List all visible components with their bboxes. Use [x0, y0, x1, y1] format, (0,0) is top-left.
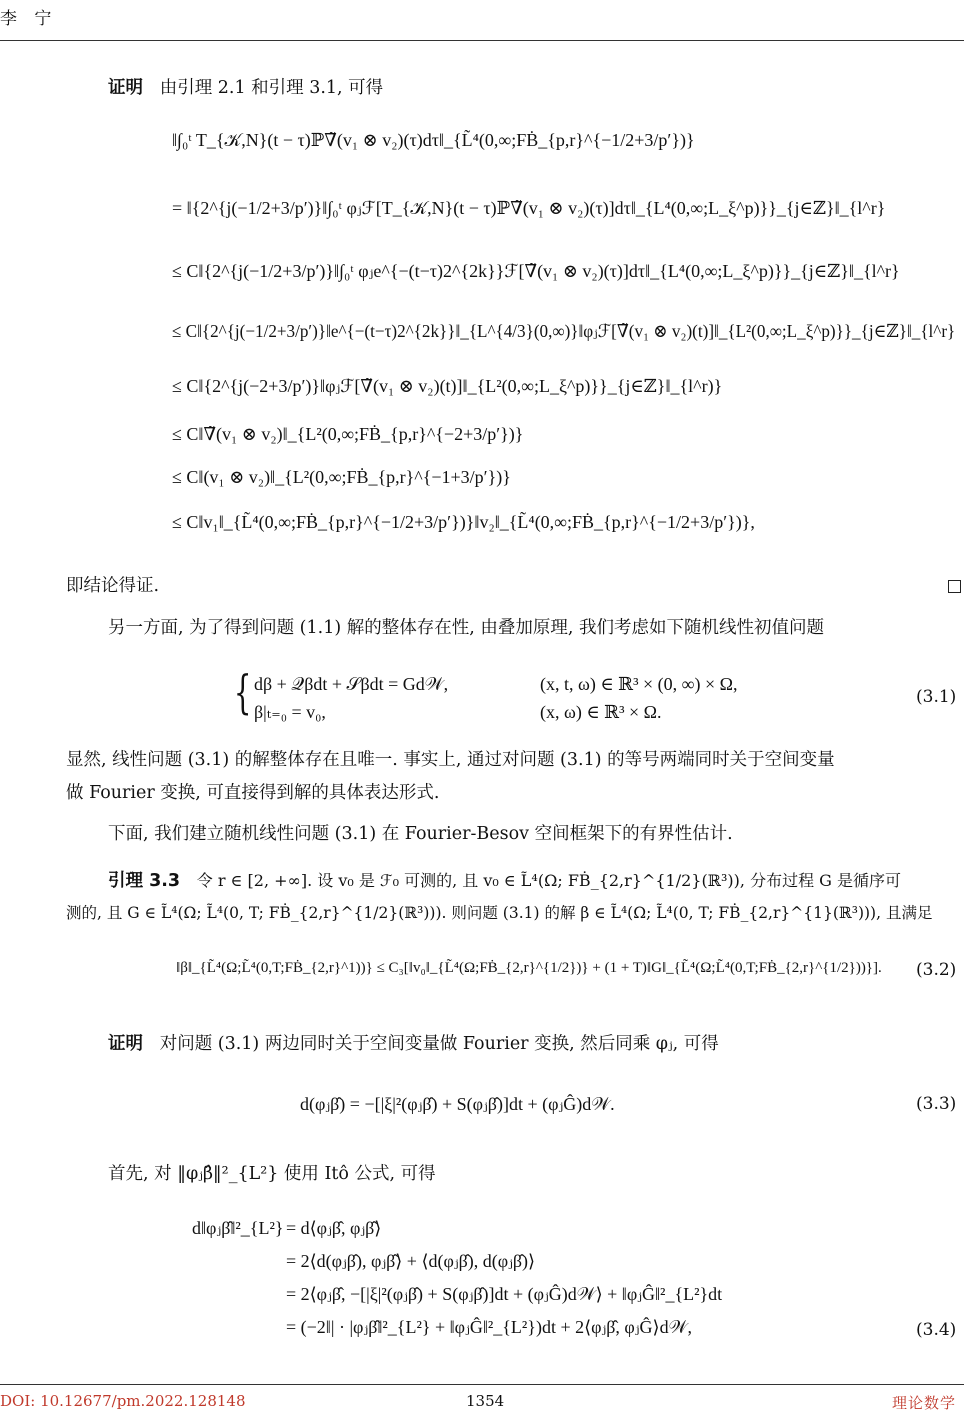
proof-eq-line-2: = ‖{2^{j(−1/2+3/p′)}‖∫₀ᵗ φⱼℱ[T_{𝒦,N}(t − τ)ℙ∇̃(v₁ ⊗ v₂)(τ)]dτ‖_{L⁴(0,∞;L_ξ^p)}}_{j∈ℤ}‖_{l^r} — [172, 198, 886, 218]
footer-journal-link[interactable]: 理论数学 — [892, 1394, 957, 1412]
proof-2-intro — [108, 1028, 719, 1061]
proof-eq-line-4: ≤ C‖{2^{j(−1/2+3/p′)}‖e^{−(t−τ)2^{2k}}‖_{L^{4/3}(0,∞)}‖φⱼℱ[∇̃(v₁ ⊗ v₂)(t)]‖_{L²(0,∞;L_ξ^p)}}_{j∈ℤ}‖_{l^r} — [172, 321, 956, 341]
equation-number-3-3: (3.3) — [916, 1094, 957, 1114]
footer-doi-link[interactable]: DOI: 10.12677/pm.2022.128148 — [0, 1392, 246, 1410]
paragraph-uniqueness-line-2: 做 Fourier 变换, 可直接得到解的具体表达形式. — [66, 783, 440, 803]
paragraph-ito: 首先, 对 ‖φⱼβ̂‖²_{L²} 使用 Itô 公式, 可得 — [108, 1164, 436, 1184]
lemma-3-3-line-2: 测的, 且 G ∈ L̃⁴(Ω; L̃⁴(0, T; FḂ_{2,r}^{1/2}(ℝ³))). 则问题 (3.1) 的解 β ∈ L̃⁴(Ω; L̃⁴(0, T; FḂ_{2,r}^{1}(ℝ³))), 且满足 — [66, 904, 933, 922]
eq34-line-1: = d⟨φⱼβ̂, φⱼβ̂⟩ — [286, 1218, 382, 1238]
proof-intro-text: 由引理 2.1 和引理 3.1, 可得 — [159, 78, 384, 98]
lemma-3-3-line-1 — [108, 864, 901, 898]
eq33-formula: d(φⱼβ̂) = −[|ξ|²(φⱼβ̂) + S(φⱼβ̂)]dt + (φⱼĜ)d𝒲. — [300, 1094, 615, 1114]
running-header-author: 李 宁 — [0, 9, 58, 29]
proof-eq-line-6: ≤ C‖∇̃(v₁ ⊗ v₂)‖_{L²(0,∞;FḂ_{p,r}^{−2+3/p′})} — [172, 424, 524, 444]
proof-conclusion: 即结论得证. — [66, 576, 160, 596]
paragraph-superposition: 另一方面, 为了得到问题 (1.1) 解的整体存在性, 由叠加原理, 我们考虑如下随机线性初值问题 — [108, 618, 824, 638]
proof-2-label: 证明 — [108, 1034, 143, 1054]
left-brace: { — [233, 665, 252, 719]
equation-number-3-4: (3.4) — [916, 1320, 957, 1340]
qed-box — [948, 580, 961, 593]
footer-rule — [0, 1384, 964, 1385]
proof-eq-line-8: ≤ C‖v₁‖_{L̃⁴(0,∞;FḂ_{p,r}^{−1/2+3/p′})}‖v₂‖_{L̃⁴(0,∞;FḂ_{p,r}^{−1/2+3/p′})}, — [172, 512, 755, 532]
proof-eq-line-5: ≤ C‖{2^{j(−2+3/p′)}‖φⱼℱ[∇̃(v₁ ⊗ v₂)(t)]‖_{L²(0,∞;L_ξ^p)}}_{j∈ℤ}‖_{l^r)} — [172, 376, 723, 396]
proof-eq-line-1: ‖∫₀ᵗ T_{𝒦,N}(t − τ)ℙ∇̃(v₁ ⊗ v₂)(τ)dτ‖_{L̃⁴(0,∞;FḂ_{p,r}^{−1/2+3/p′})} — [172, 130, 695, 150]
eq31-row1-right: (x, t, ω) ∈ ℝ³ × (0, ∞) × Ω, — [540, 674, 738, 694]
eq31-row1-left: dβ + 𝒬βdt + 𝒮βdt = Gd𝒲, — [254, 674, 449, 694]
paragraph-boundedness: 下面, 我们建立随机线性问题 (3.1) 在 Fourier-Besov 空间框架下的有界性估计. — [108, 824, 733, 844]
eq34-line-4: = (−2‖| · |φⱼβ̂‖²_{L²} + ‖φⱼĜ‖²_{L²})dt + 2⟨φⱼβ̂, φⱼĜ⟩d𝒲, — [286, 1317, 692, 1337]
eq34-lhs: d‖φⱼβ̂‖²_{L²} — [192, 1218, 284, 1238]
eq31-row2-right: (x, ω) ∈ ℝ³ × Ω. — [540, 702, 662, 722]
eq31-row2-left: β|ₜ₌₀ = v₀, — [254, 702, 326, 722]
footer-page-number: 1354 — [466, 1392, 505, 1410]
eq32-formula: ‖β‖_{L̃⁴(Ω;L̃⁴(0,T;FḂ_{2,r}^1))} ≤ C₃[‖v₀‖_{L̃⁴(Ω;FḂ_{2,r}^{1/2})} + (1 + T)‖G‖_{L̃⁴(Ω;L̃⁴(0,T;FḂ_{2,r}^{1/2}))}]. — [176, 960, 882, 976]
eq34-line-3: = 2⟨φⱼβ̂, −[|ξ|²(φⱼβ̂) + S(φⱼβ̂)]dt + (φⱼĜ)d𝒲⟩ + ‖φⱼĜ‖²_{L²}dt — [286, 1284, 723, 1304]
lemma-text-1: 令 r ∈ [2, +∞]. 设 v₀ 是 ℱ₀ 可测的, 且 v₀ ∈ L̃⁴(Ω; FḂ_{2,r}^{1/2}(ℝ³)), 分布过程 G 是循序可 — [196, 871, 902, 890]
paragraph-uniqueness-line-1: 显然, 线性问题 (3.1) 的解整体存在且唯一. 事实上, 通过对问题 (3.1) 的等号两端同时关于空间变量 — [66, 750, 835, 770]
proof-eq-line-3: ≤ C‖{2^{j(−1/2+3/p′)}‖∫₀ᵗ φⱼe^{−(t−τ)2^{2k}}ℱ[∇̃(v₁ ⊗ v₂)(τ)]dτ‖_{L⁴(0,∞;L_ξ^p)}}_{j∈ℤ}‖_{l^r} — [172, 261, 900, 281]
equation-number-3-2: (3.2) — [916, 960, 957, 980]
proof-eq-line-7: ≤ C‖(v₁ ⊗ v₂)‖_{L²(0,∞;FḂ_{p,r}^{−1+3/p′})} — [172, 467, 511, 487]
lemma-label: 引理 3.3 — [108, 871, 181, 891]
proof-1-intro — [108, 72, 383, 105]
eq34-line-2: = 2⟨d(φⱼβ̂), φⱼβ̂⟩ + ⟨d(φⱼβ̂), d(φⱼβ̂)⟩ — [286, 1251, 536, 1271]
header-rule — [0, 40, 964, 41]
proof-2-text: 对问题 (3.1) 两边同时关于空间变量做 Fourier 变换, 然后同乘 φⱼ, 可得 — [159, 1034, 719, 1054]
equation-number-3-1: (3.1) — [916, 687, 957, 707]
proof-label: 证明 — [108, 78, 143, 98]
